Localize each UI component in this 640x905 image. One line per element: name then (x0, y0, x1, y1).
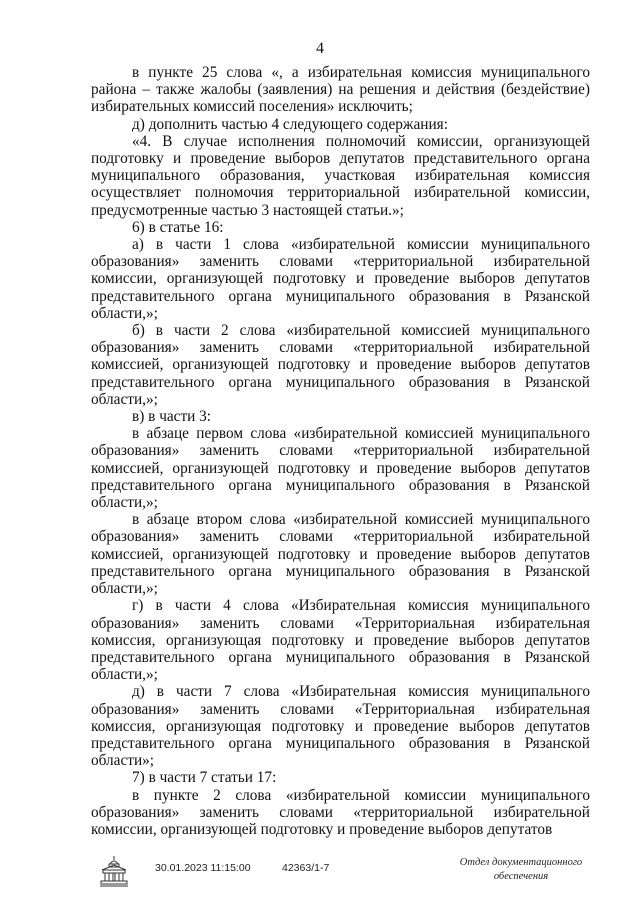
paragraph: д) в части 7 слова «Избирательная комиссия муниципального образования» заменить словами «Территориальная избирательная комиссия, организующая подготовку и проведение выборов депутатов представительного органа муниципального образования в Рязанской области»; (91, 683, 590, 770)
paragraph: г) в части 4 слова «Избирательная комиссия муниципального образования» заменить словами «Территориальная избирательная комиссия, организующая подготовку и проведение выборов депутатов представительного органа муниципального образования в Рязанской области,»; (91, 597, 590, 684)
paragraph: 7) в части 7 статьи 17: (132, 769, 277, 787)
duma-building-emblem-icon (98, 854, 130, 888)
document-body (91, 64, 590, 838)
paragraph: «4. В случае исполнения полномочий комиссии, организующей подготовку и проведение выборов депутатов представительного органа муниципального образования, участковая избирательная комиссия осуществляет полномочия территориальной избирательной комиссии, предусмотренные частью 3 настоящей статьи.»; (91, 132, 590, 219)
paragraph: в пункте 25 слова «, а избирательная комиссия муниципального района – также жалобы (заявления) на решения и действия (бездействие) избирательных комиссий поселения» исключить; (91, 64, 590, 116)
paragraph: а) в части 1 слова «избирательной комиссии муниципального образования» заменить словами «территориальной избирательной комиссии, организующей подготовку и проведение выборов депутатов представительного органа муниципального образования в Рязанской области,»; (91, 236, 590, 322)
page-footer (0, 848, 640, 898)
paragraph: в) в части 3: (132, 408, 212, 426)
document-timestamp: 30.01.2023 11:15:00 (155, 862, 251, 874)
page-number: 4 (316, 40, 324, 57)
paragraph: в абзаце втором слова «избирательной комиссией муниципального образования» заменить словами «территориальной избирательной комиссией, организующей подготовку и проведение выборов депутатов представительного органа муниципального образования в Рязанской области,»; (91, 511, 590, 598)
paragraph: в пункте 2 слова «избирательной комиссии муниципального образования» заменить словами «территориальной избирательной комиссии, организующей подготовку и проведение выборов депутатов (91, 786, 590, 838)
paragraph: б) в части 2 слова «избирательной комиссией муниципального образования» заменить словами «территориальной избирательной комиссией, организующей подготовку и проведение выборов депутатов представительного органа муниципального образования в Рязанской области,»; (91, 322, 590, 408)
document-registration-code: 42363/1-7 (282, 862, 330, 874)
department-name-line2: обеспечения (493, 871, 549, 882)
paragraph: д) дополнить частью 4 следующего содержания: (132, 115, 448, 133)
department-stamp (446, 856, 596, 884)
department-name-line1: Отдел документационного (459, 857, 583, 868)
paragraph: 6) в статье 16: (132, 218, 224, 236)
paragraph: в абзаце первом слова «избирательной комиссией муниципального образования» заменить словами «территориальной избирательной комиссией, организующей подготовку и проведение выборов депутатов представительного органа муниципального образования в Рязанской области,»; (91, 425, 590, 512)
